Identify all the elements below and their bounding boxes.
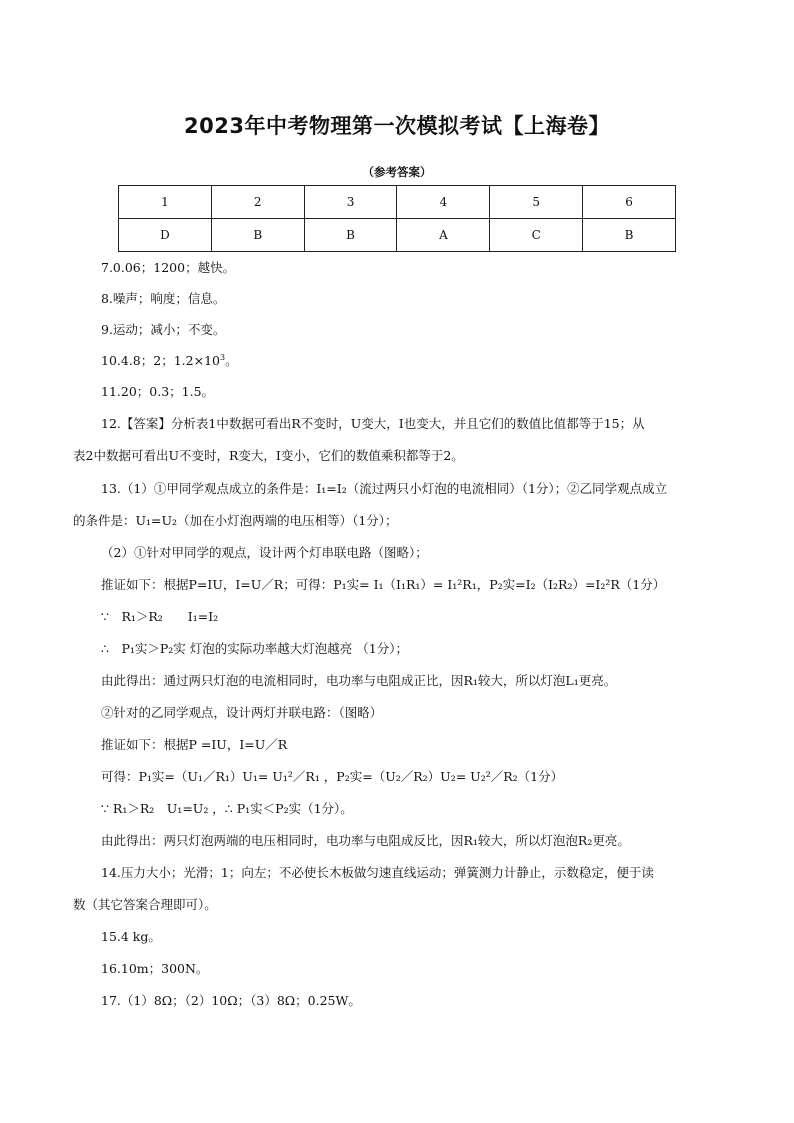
answer-line-9: 9.运动；减小；不变。: [101, 322, 226, 337]
answer-line-13e: ∵ R₁＞R₂ I₁=I₂: [101, 609, 219, 624]
answer-line-12b: 表2中数据可看出U不变时，R变大，I变小，它们的数值乘积都等于2。: [73, 448, 464, 463]
answer-row: [119, 219, 676, 252]
answer-table: [118, 185, 676, 252]
question-number: 1: [119, 186, 212, 219]
answer-line-13k: ∵ R₁＞R₂ U₁=U₂ ，∴ P₁实＜P₂实（1分）。: [101, 801, 353, 816]
question-number: 3: [304, 186, 397, 219]
answer-cell: B: [304, 219, 397, 252]
answer-cell: C: [490, 219, 583, 252]
answer-line-13a: 13.（1）①甲同学观点成立的条件是：I₁=I₂（流过两只小灯泡的电流相同）（1分）；②乙同学观点成立: [101, 481, 668, 496]
answer-line-10: [101, 353, 238, 369]
answer-line-13f: ∴ P₁实＞P₂实 灯泡的实际功率越大灯泡越亮 （1分）；: [101, 641, 408, 656]
question-number: 5: [490, 186, 583, 219]
answer-line-13g: 由此得出：通过两只灯泡的电流相同时，电功率与电阻成正比，因R₁较大，所以灯泡L₁更亮。: [101, 673, 617, 688]
answer-line-16: 16.10m；300N。: [101, 961, 209, 976]
question-number: 6: [583, 186, 676, 219]
answer-line-10-text: 10.4.8；2；1.2×10: [101, 353, 220, 368]
question-number: 4: [397, 186, 490, 219]
document-title: 2023年中考物理第一次模拟考试【上海卷】: [184, 114, 610, 138]
answer-line-13b: 的条件是：U₁=U₂（加在小灯泡两端的电压相等）（1分）；: [73, 513, 398, 528]
answer-line-10-exponent: 3: [219, 352, 226, 362]
answer-cell: D: [119, 219, 212, 252]
answer-key-subtitle: （参考答案）: [362, 165, 432, 179]
answer-line-13l: 由此得出：两只灯泡两端的电压相同时，电功率与电阻成反比，因R₁较大，所以灯泡泡R₂更亮。: [101, 833, 630, 848]
answer-line-13c: （2）①针对甲同学的观点，设计两个灯串联电路（图略）；: [101, 545, 428, 560]
answer-cell: B: [211, 219, 304, 252]
question-number-row: [119, 186, 676, 219]
answer-line-11: 11.20；0.3；1.5。: [101, 384, 215, 399]
answer-line-13h: ②针对的乙同学观点，设计两灯并联电路：（图略）: [101, 705, 383, 720]
answer-line-8: 8.噪声；响度；信息。: [101, 291, 226, 306]
answer-line-13j: 可得：P₁实=（U₁／R₁）U₁= U₁²／R₁ ，P₂实=（U₂／R₂）U₂= U₂²／R₂（1分）: [101, 769, 564, 784]
answer-cell: B: [583, 219, 676, 252]
answer-line-14a: 14.压力大小；光滑；1；向左；不必使长木板做匀速直线运动；弹簧测力计静止，示数稳定，便于读: [101, 865, 654, 880]
answer-line-13d: 推证如下：根据P=IU，I=U／R；可得：P₁实= I₁（I₁R₁）= I₁²R₁，P₂实=I₂（I₂R₂）=I₂²R（1分）: [101, 577, 666, 592]
answer-cell: A: [397, 219, 490, 252]
answer-line-7: 7.0.06；1200；越快。: [101, 260, 236, 275]
answer-line-12a: 12.【答案】分析表1中数据可看出R不变时，U变大，I也变大，并且它们的数值比值都等于15；从: [101, 416, 645, 431]
answer-line-10-end: 。: [225, 353, 238, 368]
answer-line-15: 15.4 kg。: [101, 929, 161, 944]
answer-line-17: 17.（1）8Ω；（2）10Ω；（3）8Ω；0.25W。: [101, 993, 361, 1008]
answer-line-13i: 推证如下：根据P =IU，I=U／R: [101, 737, 288, 752]
answer-line-14b: 数（其它答案合理即可）。: [73, 897, 217, 912]
question-number: 2: [211, 186, 304, 219]
